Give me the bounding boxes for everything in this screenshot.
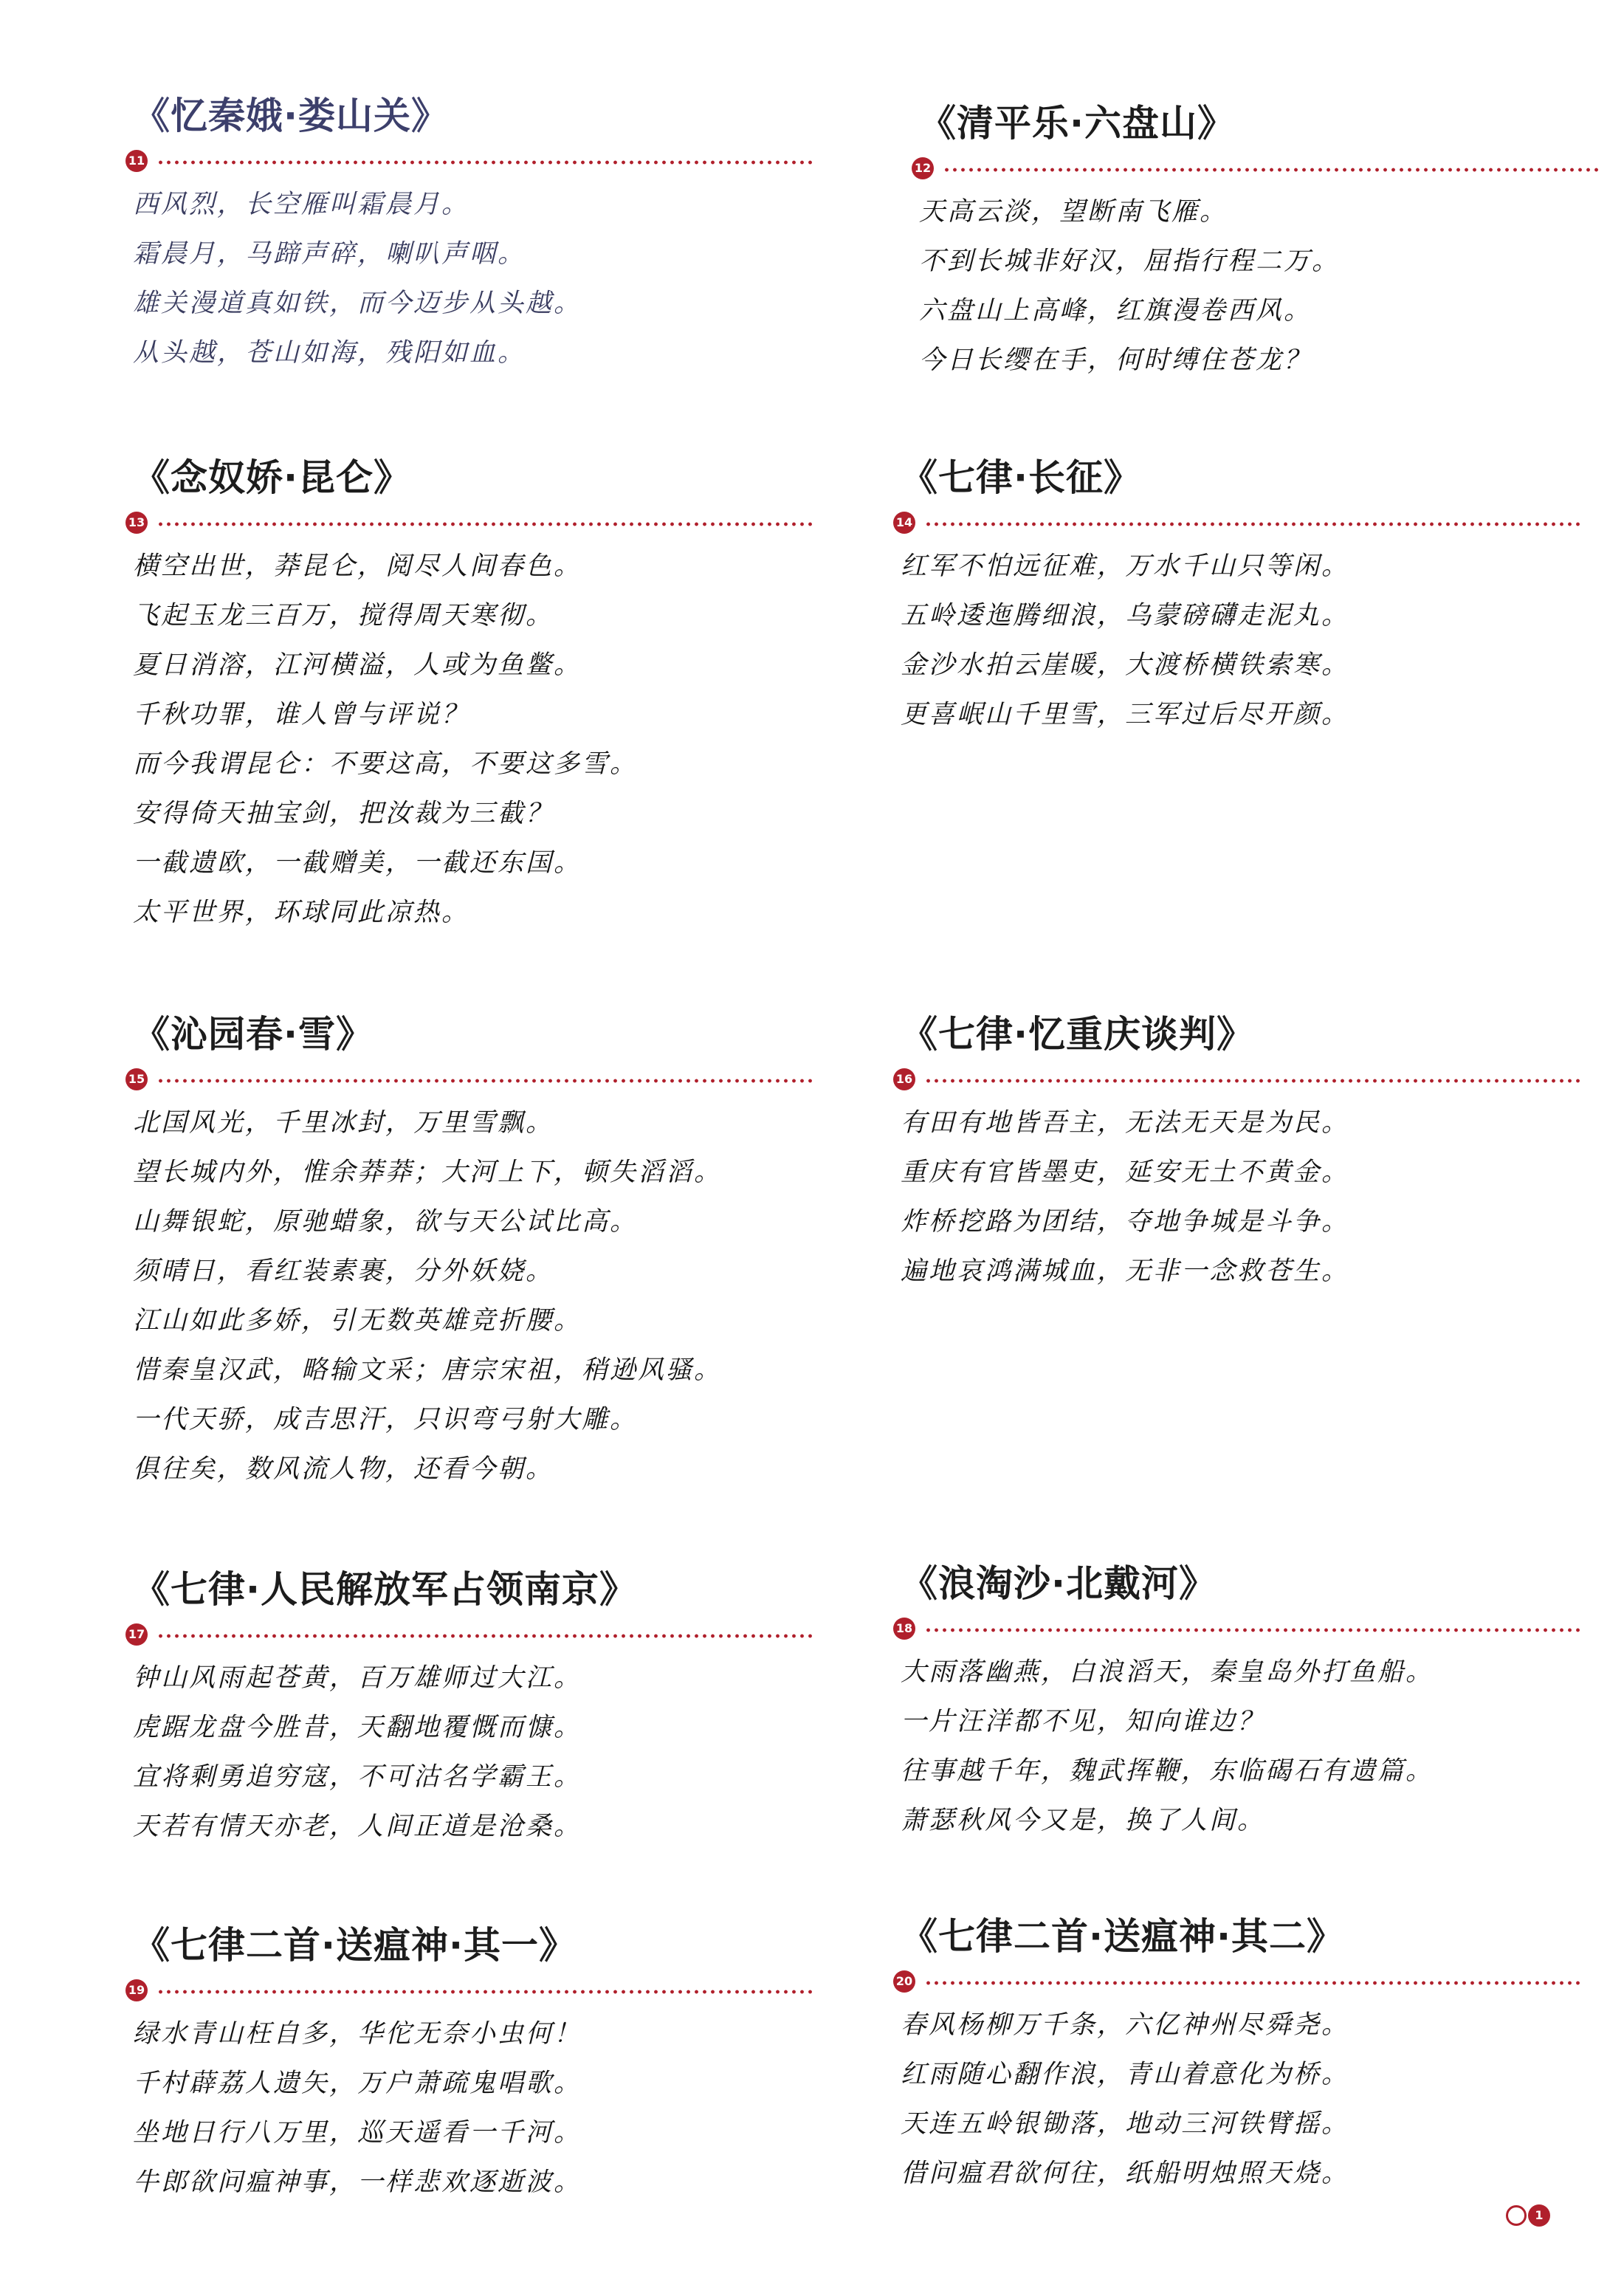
poem-line: 遍地哀鸿满城血，无非一念救苍生。	[901, 1257, 1350, 1286]
poem-block-14	[895, 452, 1565, 740]
poem-title: 《忆秦娥·娄山关》	[133, 94, 449, 137]
poem-title: 《沁园春·雪》	[133, 1013, 374, 1056]
poem-line: 天连五岭银锄落，地动三河铁臂摇。	[901, 2109, 1350, 2139]
poem-line: 一片汪洋都不见，知向谁边？	[901, 1707, 1266, 1736]
poem-title: 《念奴娇·昆仑》	[133, 456, 411, 499]
poem-lines	[133, 542, 797, 938]
poem-line: 绿水青山枉自多，华佗无奈小虫何！	[133, 2019, 582, 2049]
poem-line: 霜晨月，马蹄声碎，喇叭声咽。	[133, 239, 526, 269]
poem-line: 一代天骄，成吉思汗，只识弯弓射大雕。	[133, 1405, 639, 1434]
poem-line: 望长城内外，惟余莽莽；大河上下，顿失滔滔。	[133, 1158, 723, 1187]
poem-line: 坐地日行八万里，巡天遥看一千河。	[133, 2118, 582, 2148]
poem-title: 《七律·长征》	[901, 456, 1141, 499]
poem-line: 有田有地皆吾主，无法无天是为民。	[901, 1108, 1350, 1138]
dotted-divider	[895, 1615, 1565, 1643]
poem-block-18	[895, 1558, 1565, 1846]
poem-lines	[133, 1654, 797, 1852]
dotted-divider	[128, 1977, 797, 2005]
poem-line: 钟山风雨起苍黄，百万雄师过大江。	[133, 1663, 582, 1693]
poem-line: 宜将剩勇追穷寇，不可沽名学霸王。	[133, 1762, 582, 1792]
poem-line: 重庆有官皆墨吏，延安无土不黄金。	[901, 1158, 1350, 1187]
poem-line: 千秋功罪，谁人曾与评说？	[133, 700, 470, 729]
dotted-divider	[128, 1066, 797, 1094]
poem-line: 西风烈，长空雁叫霜晨月。	[133, 190, 470, 219]
poem-line: 红军不怕远征难，万水千山只等闲。	[901, 551, 1350, 581]
dotted-divider	[914, 155, 1583, 183]
poem-lines	[133, 2010, 797, 2207]
circle-icon	[1506, 2205, 1527, 2226]
poem-line: 炸桥挖路为团结，夺地争城是斗争。	[901, 1207, 1350, 1237]
poem-title: 《七律二首·送瘟神·其一》	[133, 1924, 577, 1967]
poem-line: 雄关漫道真如铁，而今迈步从头越。	[133, 289, 582, 318]
poem-line: 更喜岷山千里雪，三军过后尽开颜。	[901, 700, 1350, 729]
poem-block-19	[128, 1919, 797, 2207]
poem-line: 六盘山上高峰，红旗漫卷西风。	[919, 296, 1312, 326]
poem-line: 今日长缨在手，何时缚住苍龙？	[919, 346, 1312, 375]
poem-number-badge: 18	[893, 1618, 915, 1640]
poem-block-13	[128, 452, 797, 938]
poem-line: 红雨随心翻作浪，青山着意化为桥。	[901, 2060, 1350, 2089]
poem-lines	[901, 542, 1565, 740]
poem-line: 金沙水拍云崖暖，大渡桥横铁索寒。	[901, 650, 1350, 680]
poem-line: 飞起玉龙三百万，搅得周天寒彻。	[133, 601, 554, 630]
poem-title: 《浪淘沙·北戴河》	[901, 1562, 1217, 1605]
poem-line: 安得倚天抽宝剑，把汝裁为三截？	[133, 799, 554, 828]
poem-block-16	[895, 1008, 1565, 1296]
poem-line: 而今我谓昆仑：不要这高，不要这多雪。	[133, 749, 639, 779]
poem-block-11	[128, 90, 797, 378]
poem-line: 一截遗欧，一截赠美，一截还东国。	[133, 848, 582, 878]
poem-lines	[901, 1648, 1565, 1846]
poem-title: 《七律·忆重庆谈判》	[901, 1013, 1254, 1056]
poem-line: 江山如此多娇，引无数英雄竞折腰。	[133, 1306, 582, 1336]
poem-line: 山舞银蛇，原驰蜡象，欲与天公试比高。	[133, 1207, 639, 1237]
poem-line: 借问瘟君欲何往，纸船明烛照天烧。	[901, 2159, 1350, 2188]
poem-block-12	[914, 97, 1583, 385]
poem-line: 往事越千年，魏武挥鞭，东临碣石有遗篇。	[901, 1756, 1434, 1786]
poem-lines	[901, 2001, 1565, 2199]
poem-number-badge: 19	[125, 1979, 148, 2001]
poem-line: 天高云淡，望断南飞雁。	[919, 197, 1228, 227]
poem-line: 天若有情天亦老，人间正道是沧桑。	[133, 1812, 582, 1841]
poem-block-20	[895, 1911, 1565, 2199]
poem-block-15	[128, 1008, 797, 1494]
dotted-divider	[128, 1621, 797, 1649]
poem-line: 春风杨柳万千条，六亿神州尽舜尧。	[901, 2010, 1350, 2040]
page-number-value: 1	[1528, 2204, 1550, 2227]
poem-number-badge: 16	[893, 1068, 915, 1090]
poem-number-badge: 17	[125, 1623, 148, 1646]
dotted-divider	[128, 509, 797, 537]
poem-number-badge: 20	[893, 1970, 915, 1993]
dotted-divider	[895, 509, 1565, 537]
poem-number-badge: 12	[912, 157, 934, 179]
poem-number-badge: 14	[893, 512, 915, 534]
poem-line: 不到长城非好汉，屈指行程二万。	[919, 247, 1341, 276]
dotted-divider	[895, 1968, 1565, 1996]
poem-line: 虎踞龙盘今胜昔，天翻地覆慨而慷。	[133, 1713, 582, 1742]
poem-line: 萧瑟秋风今又是，换了人间。	[901, 1806, 1266, 1835]
poem-line: 夏日消溶，江河横溢，人或为鱼鳖。	[133, 650, 582, 680]
poem-line: 大雨落幽燕，白浪滔天，秦皇岛外打鱼船。	[901, 1657, 1434, 1687]
poem-line: 横空出世，莽昆仑，阅尽人间春色。	[133, 551, 582, 581]
poem-lines	[133, 1099, 797, 1494]
poem-line: 须晴日，看红装素裹，分外妖娆。	[133, 1257, 554, 1286]
dotted-divider	[895, 1066, 1565, 1094]
poem-lines	[919, 188, 1583, 385]
poem-line: 牛郎欲问瘟神事，一样悲欢逐逝波。	[133, 2168, 582, 2197]
poem-number-badge: 11	[125, 150, 148, 172]
poem-line: 北国风光，千里冰封，万里雪飘。	[133, 1108, 554, 1138]
poem-block-17	[128, 1564, 797, 1852]
poem-title: 《七律·人民解放军占领南京》	[133, 1568, 637, 1611]
poem-title: 《清平乐·六盘山》	[919, 102, 1235, 145]
poem-number-badge: 15	[125, 1068, 148, 1090]
poem-line: 从头越，苍山如海，残阳如血。	[133, 338, 526, 368]
poem-line: 太平世界，环球同此凉热。	[133, 898, 470, 927]
page-number	[1506, 2204, 1550, 2227]
poem-line: 俱往矣，数风流人物，还看今朝。	[133, 1454, 554, 1484]
poem-lines	[133, 180, 797, 378]
poem-number-badge: 13	[125, 512, 148, 534]
poem-line: 千村薜荔人遗矢，万户萧疏鬼唱歌。	[133, 2069, 582, 2098]
poem-title: 《七律二首·送瘟神·其二》	[901, 1915, 1344, 1958]
poem-line: 五岭逶迤腾细浪，乌蒙磅礴走泥丸。	[901, 601, 1350, 630]
dotted-divider	[128, 148, 797, 176]
poem-line: 惜秦皇汉武，略输文采；唐宗宋祖，稍逊风骚。	[133, 1355, 723, 1385]
poem-lines	[901, 1099, 1565, 1296]
